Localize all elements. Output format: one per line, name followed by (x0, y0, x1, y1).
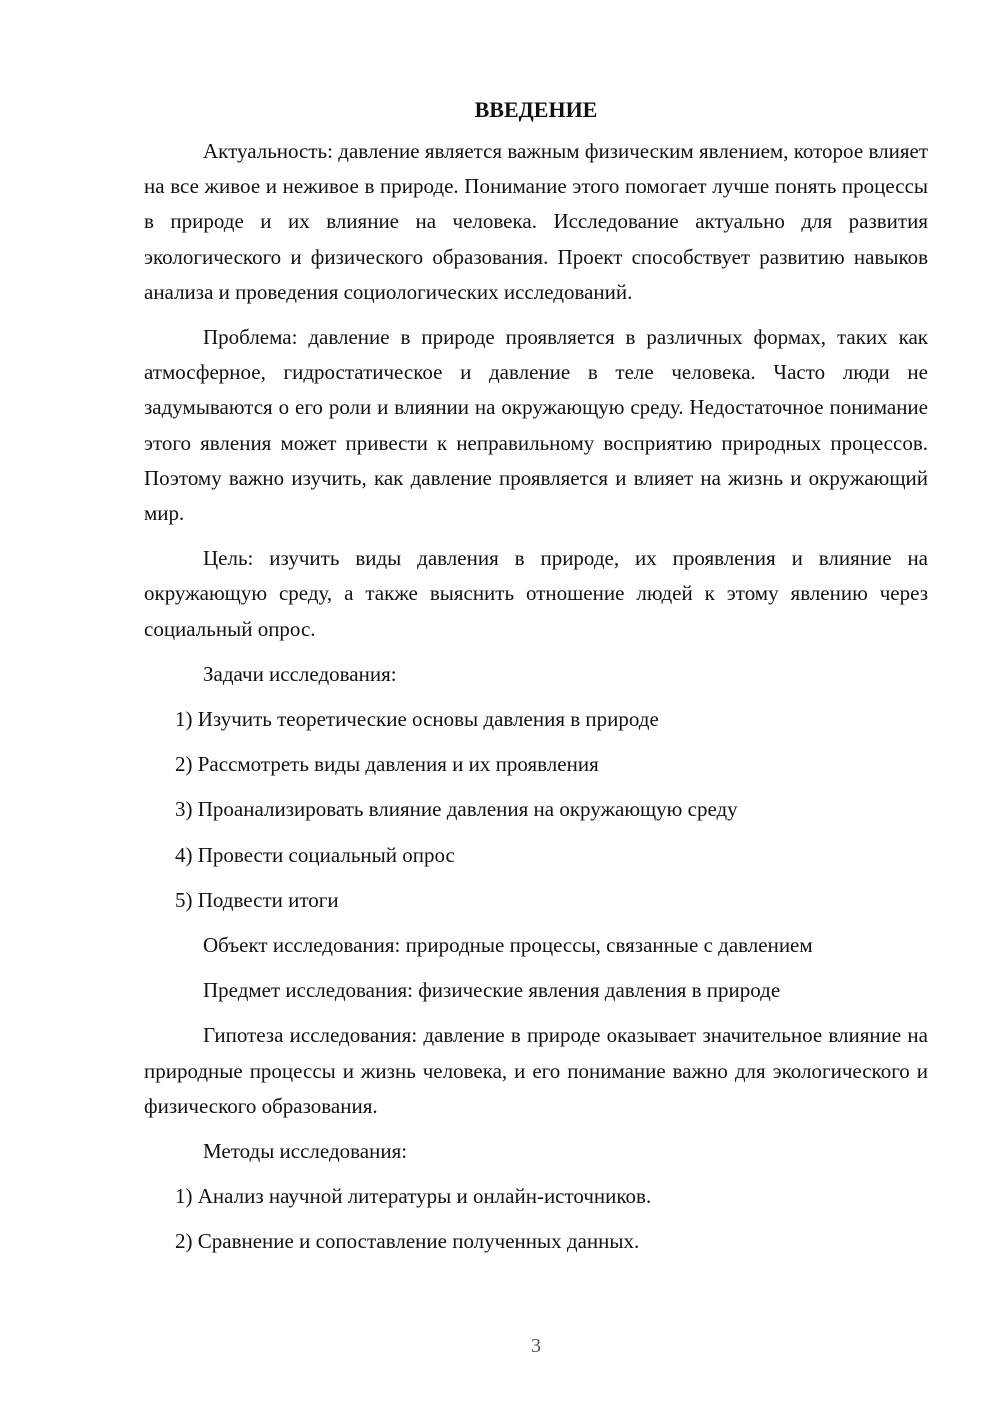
page-number: 3 (531, 1335, 541, 1357)
research-object: Объект исследования: природные процессы, связанные с давлением (203, 933, 813, 958)
task-item: 2) Рассмотреть виды давления и их проявления (175, 752, 599, 777)
problem-paragraph: Проблема: давление в природе проявляется в различных формах, таких как атмосферное, гидростатическое и давление в теле человека. Часто люди не задумываются о его роли и влиянии на окружающую среду. Недостаточное понимание этого явления может привести к неправильному восприятию природных процессов. Поэтому важно изучить, как давление проявляется и влияет на жизнь и окружающий мир. (144, 325, 928, 526)
method-item: 1) Анализ научной литературы и онлайн-источников. (175, 1184, 652, 1209)
task-item: 5) Подвести итоги (175, 887, 339, 912)
research-subject: Предмет исследования: физические явления давления в природе (203, 978, 781, 1003)
goal-paragraph: Цель: изучить виды давления в природе, их проявления и влияние на окружающую среду, а также выяснить отношение людей к этому явлению через социальный опрос. (144, 546, 928, 641)
task-item: 1) Изучить теоретические основы давления в природе (175, 707, 659, 732)
task-item: 3) Проанализировать влияние давления на окружающую среду (175, 797, 738, 822)
task-item: 4) Провести социальный опрос (175, 842, 455, 867)
method-item: 2) Сравнение и сопоставление полученных данных. (175, 1229, 640, 1254)
section-title: ВВЕДЕНИЕ (474, 97, 598, 122)
document-page (144, 93, 928, 1270)
methods-heading: Методы исследования: (203, 1139, 408, 1164)
hypothesis-paragraph: Гипотеза исследования: давление в природе оказывает значительное влияние на природные процессы и жизнь человека, и его понимание важно для экологического и физического образования. (144, 1023, 928, 1118)
tasks-heading: Задачи исследования: (203, 661, 397, 686)
relevance-paragraph: Актуальность: давление является важным физическим явлением, которое влияет на все живое и неживое в природе. Понимание этого помогает лучше понять процессы в природе и их влияние на человека. Исследование актуально для развития экологического и физического образования. Проект способствует развитию навыков анализа и проведения социологических исследований. (144, 139, 928, 304)
